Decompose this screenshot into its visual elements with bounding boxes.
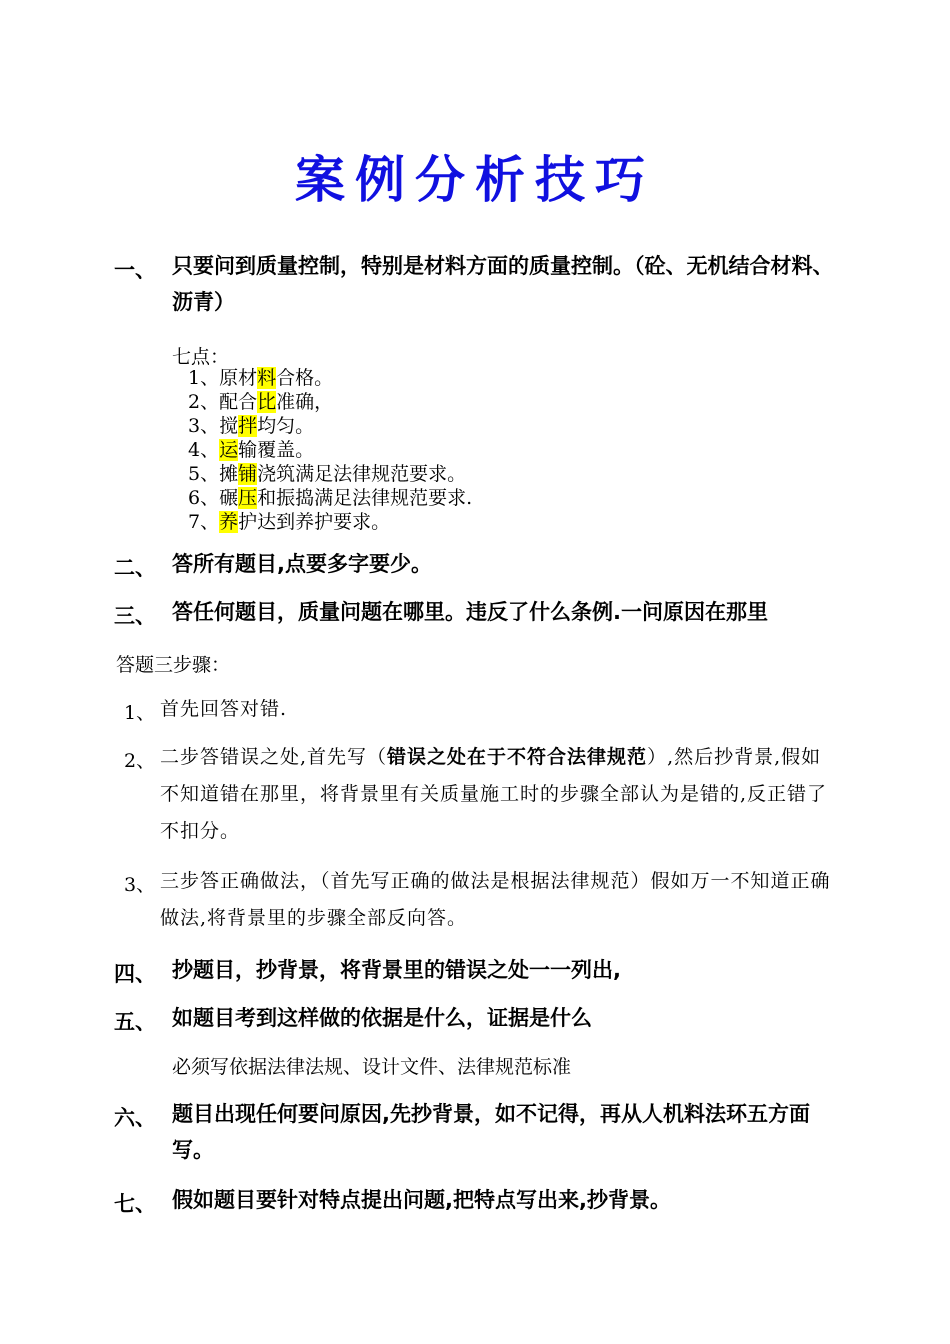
- section-7-number: 七、: [114, 1192, 156, 1216]
- seven-point-item-7: 7、养护达到养护要求。: [188, 511, 391, 533]
- step-3-text: 三步答正确做法，（首先写正确的做法是根据法律规范）假如万一不知道正确做法,将背景里的步骤全部反向答。: [160, 870, 831, 929]
- section-4-number: 四、: [114, 962, 156, 986]
- section-6-number: 六、: [114, 1106, 156, 1130]
- step-3-number: 3、: [124, 874, 156, 896]
- seven-point-item-6: 6、碾压和振捣满足法律规范要求.: [188, 487, 473, 509]
- seven-points-label: 七点：: [172, 346, 230, 368]
- section-5-subtext: 必须写依据法律法规、设计文件、法律规范标准: [172, 1056, 572, 1078]
- seven-point-item-1: 1、原材料合格。: [188, 367, 334, 389]
- step-1-number: 1、: [124, 702, 156, 724]
- page-title: 案例分析技巧: [295, 150, 655, 209]
- section-3-text: 答任何题目，质量问题在哪里。违反了什么条例.一问原因在那里: [172, 600, 768, 624]
- step-2-bold-text: 错误之处在于不符合法律规范: [387, 746, 648, 768]
- section-1-number: 一、: [114, 258, 156, 282]
- section-7-text: 假如题目要针对特点提出问题,把特点写出来,抄背景。: [172, 1188, 671, 1212]
- seven-point-item-3: 3、搅拌均匀。: [188, 415, 315, 437]
- section-5-text: 如题目考到这样做的依据是什么，证据是什么: [172, 1006, 592, 1030]
- step-2-text: 二步答错误之处,首先写（错误之处在于不符合法律规范）,然后抄背景,假如不知道错在那里，将背景里有关质量施工时的步骤全部认为是错的,反正错了不扣分。: [160, 746, 828, 842]
- seven-point-item-2: 2、配合比准确，: [188, 391, 334, 413]
- section-6-text: 题目出现任何要问原因,先抄背景，如不记得，再从人机料法环五方面写。: [172, 1102, 810, 1162]
- step-1-text: 首先回答对错.: [160, 698, 288, 720]
- steps-label: 答题三步骤：: [116, 654, 231, 676]
- seven-point-item-5: 5、摊铺浇筑满足法律规范要求。: [188, 463, 467, 485]
- step-2-number: 2、: [124, 750, 156, 772]
- seven-point-item-4: 4、运输覆盖。: [188, 439, 315, 461]
- section-5-number: 五、: [114, 1010, 156, 1034]
- section-2-number: 二、: [114, 556, 156, 580]
- section-2-text: 答所有题目,点要多字要少。: [172, 552, 432, 576]
- section-1-text: 只要问到质量控制，特别是材料方面的质量控制。（砼、无机结合材料、沥青）: [172, 254, 834, 314]
- section-3-number: 三、: [114, 604, 156, 628]
- section-4-text: 抄题目，抄背景，将背景里的错误之处一一列出,: [172, 958, 621, 982]
